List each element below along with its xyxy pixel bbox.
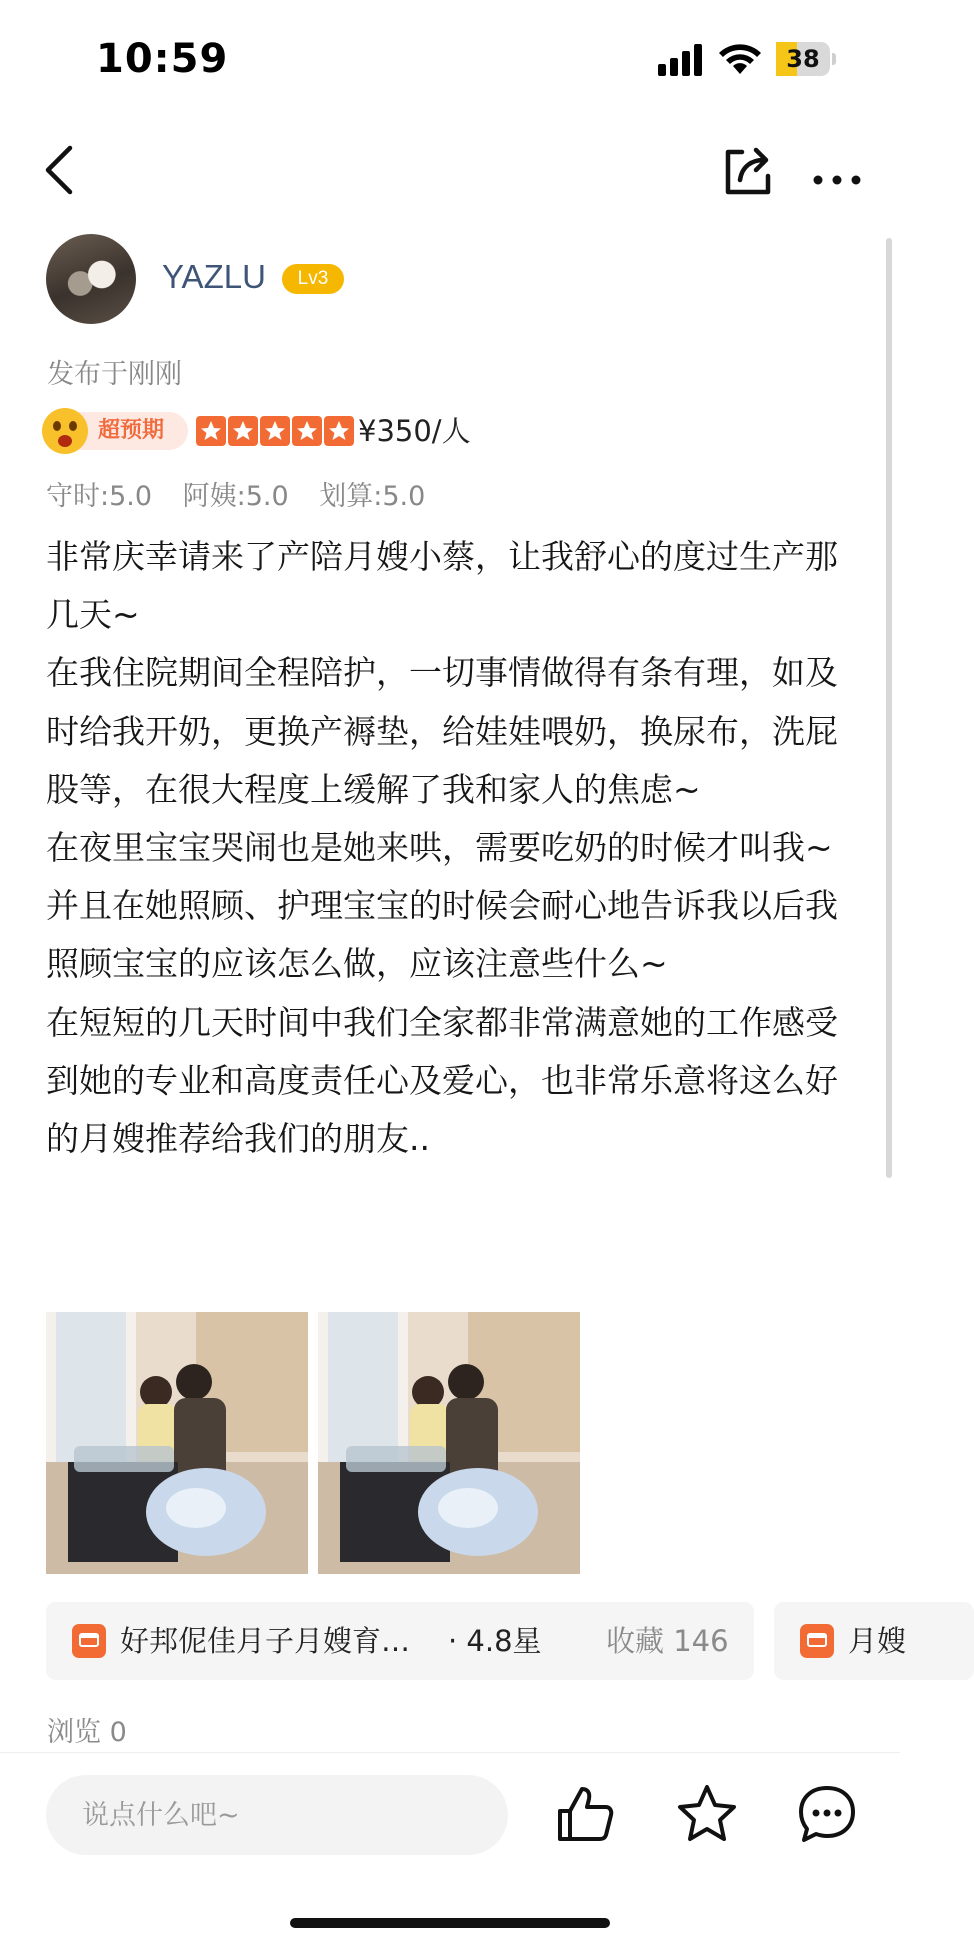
- author-header: [46, 234, 646, 326]
- published-time: 发布于刚刚: [47, 359, 182, 390]
- back-arrow-icon[interactable]: [40, 142, 80, 198]
- sub-scores: [46, 474, 447, 513]
- battery-icon: [776, 42, 838, 76]
- review-body: [46, 528, 856, 1168]
- sub-score-punctuality: 守时:5.0: [46, 481, 153, 512]
- battery-level: 38: [786, 45, 820, 73]
- shop-chip[interactable]: [774, 1602, 974, 1680]
- nav-bar: [0, 130, 900, 210]
- review-photos: [46, 1312, 586, 1574]
- shop-icon: [72, 1624, 106, 1658]
- shop-name: 好邦伲佳月子月嫂育…: [120, 1624, 411, 1658]
- sub-score-value: 划算:5.0: [319, 481, 426, 512]
- related-shops: [46, 1602, 907, 1680]
- price-per-person: ¥350/人: [358, 414, 471, 448]
- wifi-icon: [718, 42, 762, 76]
- favorite-star-icon[interactable]: [676, 1783, 738, 1845]
- sub-score-nanny: 阿姨:5.0: [182, 481, 289, 512]
- cellular-signal-icon: [658, 44, 704, 76]
- surprised-face-icon: [42, 408, 88, 454]
- review-paragraph: 在短短的几天时间中我们全家都非常满意她的工作感受到她的专业和高度责任心及爱心，也非常乐意将这么好的月嫂推荐给我们的朋友..: [46, 1002, 838, 1159]
- level-badge: Lv3: [282, 264, 344, 294]
- review-paragraph: 非常庆幸请来了产陪月嫂小蔡，让我舒心的度过生产那几天~: [46, 537, 838, 635]
- more-options-icon[interactable]: [812, 142, 862, 198]
- star-rating: [196, 416, 356, 446]
- review-paragraph: 在夜里宝宝哭闹也是她来哄，需要吃奶的时候才叫我~并且在她照顾、护理宝宝的时候会耐心地告诉我以后我照顾宝宝的应该怎么做，应该注意些什么~: [46, 828, 838, 984]
- review-photo-2[interactable]: [318, 1312, 580, 1574]
- review-paragraph: 在我住院期间全程陪护，一切事情做得有条有理，如及时给我开奶，更换产褥垫，给娃娃喂奶，换尿布，洗屁股等，在很大程度上缓解了我和家人的焦虑~: [46, 653, 838, 809]
- shop-favorites: 收藏 146: [606, 1624, 729, 1658]
- share-icon[interactable]: [720, 142, 776, 198]
- shop-icon: [800, 1624, 834, 1658]
- star-icon: [196, 416, 226, 446]
- tag-label: 超预期: [98, 418, 165, 443]
- status-time: 10:59: [96, 36, 229, 82]
- star-icon: [260, 416, 290, 446]
- rating-row: [46, 410, 746, 454]
- star-icon: [324, 416, 354, 446]
- view-count: 浏览 0: [47, 1717, 127, 1748]
- star-icon: [292, 416, 322, 446]
- scrollbar[interactable]: [886, 238, 892, 1178]
- home-indicator[interactable]: [290, 1918, 610, 1928]
- star-icon: [228, 416, 258, 446]
- review-photo-1[interactable]: [46, 1312, 308, 1574]
- comment-input[interactable]: [46, 1775, 508, 1855]
- avatar[interactable]: [46, 234, 136, 324]
- exceeds-expectation-tag: [46, 412, 188, 450]
- shop-rating: · 4.8星: [448, 1624, 542, 1658]
- shop-name: 月嫂: [848, 1624, 907, 1658]
- comment-bubble-icon[interactable]: [796, 1783, 858, 1845]
- like-thumbs-up-icon[interactable]: [554, 1783, 616, 1845]
- username[interactable]: YAZLU: [162, 258, 266, 295]
- shop-chip[interactable]: [46, 1602, 754, 1680]
- status-bar: [0, 0, 900, 120]
